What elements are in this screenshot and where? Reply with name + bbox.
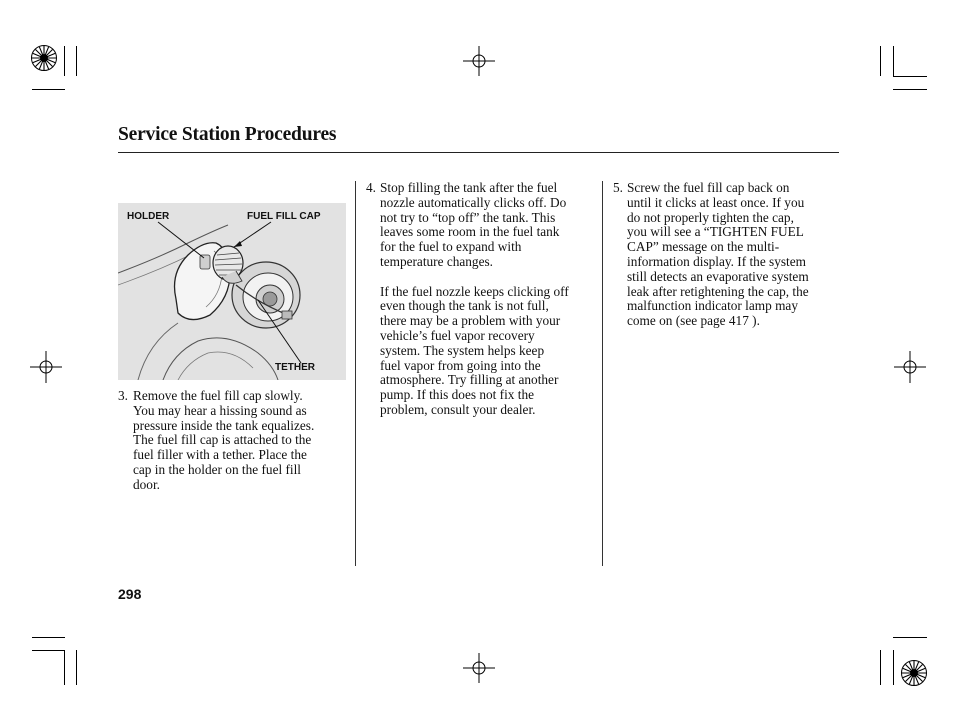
note-line: vehicle’s fuel vapor recovery xyxy=(380,327,535,343)
step-4 xyxy=(366,181,598,418)
step-number: 5. xyxy=(613,180,623,195)
label-holder: HOLDER xyxy=(127,211,170,222)
step-line: until it clicks at least once. If you xyxy=(627,194,805,210)
step-line: you will see a “TIGHTEN FUEL xyxy=(627,224,804,240)
column-divider xyxy=(602,181,603,566)
step-line: Stop filling the tank after the fuel xyxy=(380,180,558,195)
step-line: for the fuel to expand with xyxy=(380,239,522,255)
step-line: leaves some room in the fuel tank xyxy=(380,224,560,240)
step-line: do not properly tighten the cap, xyxy=(627,209,794,225)
title-rule xyxy=(118,152,839,153)
crosshair-mark-icon xyxy=(30,351,62,383)
label-fuel-fill-cap: FUEL FILL CAP xyxy=(247,211,321,222)
step-line: The fuel fill cap is attached to the xyxy=(133,432,312,448)
step-line: leak after retightening the cap, the xyxy=(627,283,809,299)
step-line: cap in the holder on the fuel fill xyxy=(133,461,302,477)
fuel-cap-illustration xyxy=(118,203,346,380)
step-line: pressure inside the tank equalizes. xyxy=(133,417,315,433)
registration-target-icon xyxy=(30,44,58,72)
step-5 xyxy=(613,181,845,329)
step-line: Screw the fuel fill cap back on xyxy=(627,180,790,195)
note-line: pump. If this does not fix the xyxy=(380,387,535,403)
page-number: 298 xyxy=(118,586,142,602)
step-number: 3. xyxy=(118,388,128,403)
step-line: Remove the fuel fill cap slowly. xyxy=(133,388,303,403)
step-line: malfunction indicator lamp may xyxy=(627,298,798,314)
crosshair-mark-icon xyxy=(463,653,495,683)
step-line: come on (see page 417 ). xyxy=(627,313,760,329)
step-line: not try to “top off” the tank. This xyxy=(380,209,556,225)
step-line: nozzle automatically clicks off. Do xyxy=(380,194,567,210)
step-line: fuel filler with a tether. Place the xyxy=(133,447,307,463)
column-divider xyxy=(355,181,356,566)
crosshair-mark-icon xyxy=(894,351,926,383)
note-line: If the fuel nozzle keeps clicking off xyxy=(380,283,569,299)
step-line: information display. If the system xyxy=(627,253,806,269)
step-number: 4. xyxy=(366,180,376,195)
registration-target-icon xyxy=(900,659,928,687)
crosshair-mark-icon xyxy=(463,46,495,76)
fuel-door-drawing xyxy=(118,203,346,380)
step-line: temperature changes. xyxy=(380,253,493,269)
note-line: problem, consult your dealer. xyxy=(380,401,536,417)
note-line: atmosphere. Try filling at another xyxy=(380,372,559,388)
step-line: You may hear a hissing sound as xyxy=(133,402,307,418)
note-line: even though the tank is not full, xyxy=(380,298,549,314)
label-tether: TETHER xyxy=(275,362,315,373)
step-3 xyxy=(118,389,350,493)
step-line: door. xyxy=(133,476,160,492)
page-title: Service Station Procedures xyxy=(118,124,337,145)
step-line: still detects an evaporative system xyxy=(627,268,809,284)
note-line: there may be a problem with your xyxy=(380,313,561,329)
note-line: fuel vapor from going into the xyxy=(380,357,541,373)
step-line: CAP” message on the multi- xyxy=(627,239,780,255)
note-line: system. The system helps keep xyxy=(380,342,545,358)
